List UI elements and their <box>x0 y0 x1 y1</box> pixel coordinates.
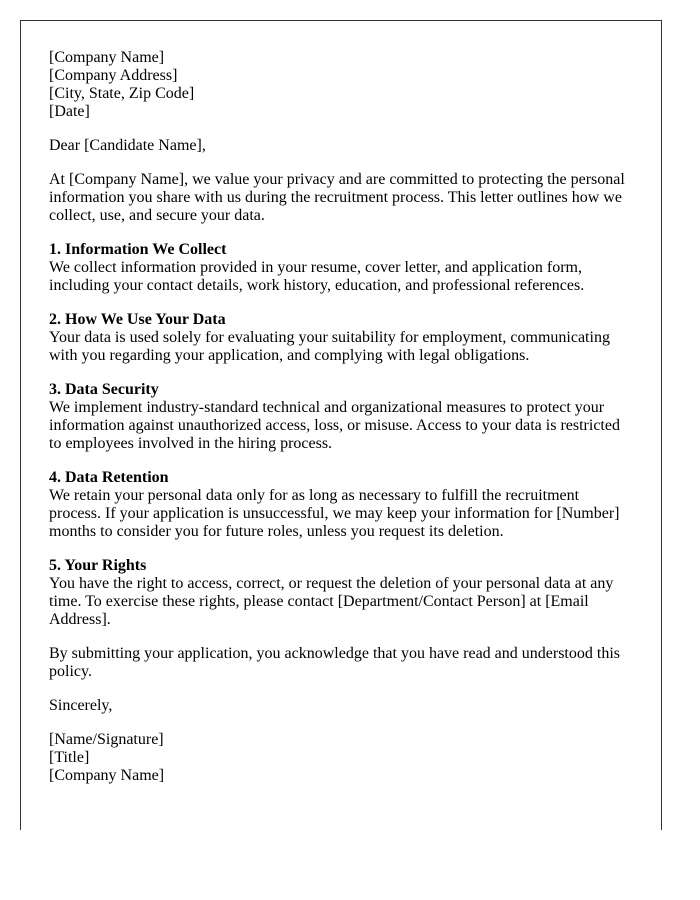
section-heading: 3. Data Security <box>49 381 159 398</box>
section-body: We collect information provided in your resume, cover letter, and application form, including your contact details, work history, education, and professional references. <box>49 259 585 294</box>
section-data-security <box>49 381 633 453</box>
city-state-zip: [City, State, Zip Code] <box>49 85 195 102</box>
acknowledgement-paragraph: By submitting your application, you acknowledge that you have read and understood this policy. <box>49 645 620 680</box>
section-information-collected <box>49 241 633 295</box>
section-data-use <box>49 311 633 365</box>
section-your-rights <box>49 557 633 629</box>
intro-paragraph: At [Company Name], we value your privacy and are committed to protecting the personal information you share with us during the recruitment process. This letter outlines how we collect, use, and secure your data. <box>49 171 625 224</box>
section-heading: 2. How We Use Your Data <box>49 311 226 328</box>
company-name: [Company Name] <box>49 49 165 66</box>
closing: Sincerely, <box>49 697 113 714</box>
letter-page <box>20 20 662 830</box>
section-body: Your data is used solely for evaluating your suitability for employment, communicating with you regarding your application, and complying with legal obligations. <box>49 329 610 364</box>
signature-title: [Title] <box>49 749 90 766</box>
sender-block <box>49 49 633 121</box>
section-heading: 4. Data Retention <box>49 469 169 486</box>
letter-date: [Date] <box>49 103 90 120</box>
signature-name: [Name/Signature] <box>49 731 164 748</box>
section-body: We retain your personal data only for as long as necessary to fulfill the recruitment process. If your application is unsuccessful, we may keep your information for [Number] months to consider you for future roles, unless you request its deletion. <box>49 487 620 540</box>
section-data-retention <box>49 469 633 541</box>
signature-company: [Company Name] <box>49 767 165 784</box>
letter-body <box>49 49 633 785</box>
section-heading: 1. Information We Collect <box>49 241 227 258</box>
section-heading: 5. Your Rights <box>49 557 147 574</box>
section-body: We implement industry-standard technical and organizational measures to protect your information against unauthorized access, loss, or misuse. Access to your data is restricted to employees involved in the hiring process. <box>49 399 620 452</box>
signature-block <box>49 731 633 785</box>
section-body: You have the right to access, correct, or request the deletion of your personal data at any time. To exercise these rights, please contact [Department/Contact Person] at [Email Address]. <box>49 575 614 628</box>
greeting: Dear [Candidate Name], <box>49 137 206 154</box>
company-address: [Company Address] <box>49 67 178 84</box>
